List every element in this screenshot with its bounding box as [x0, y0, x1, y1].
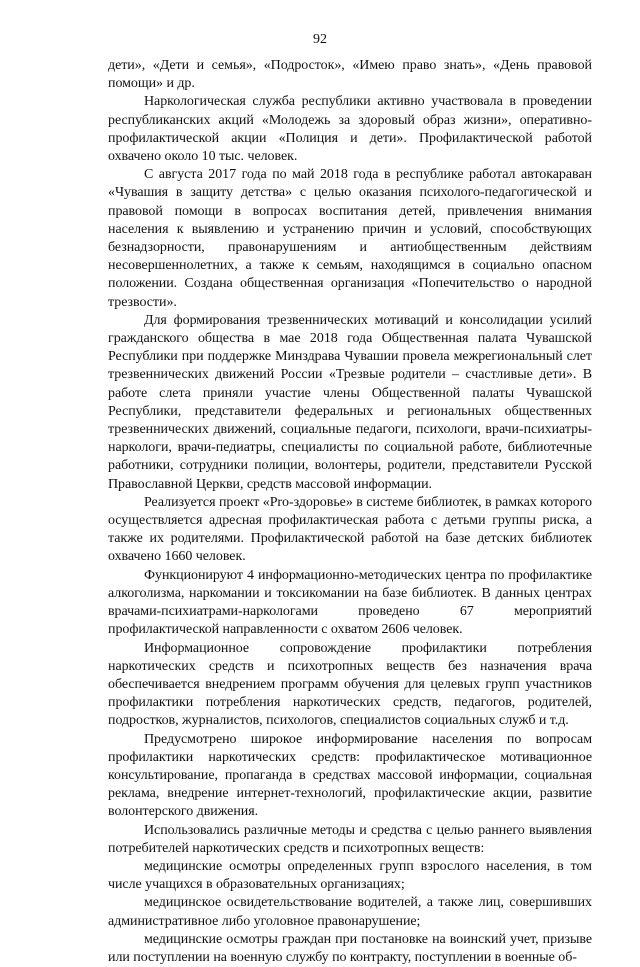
body-text	[108, 57, 592, 967]
paragraph: Для формирования трезвеннических мотиваций и консолидации усилий гражданского общества в мае 2018 года Общественная палата Чувашской Республики при поддержке Минздрава Чувашии провела межрегиональный слет трезвеннических движений России «Трезвые родители – счастливые дети». В работе слета приняли участие члены Общественной палаты Чувашской Республики, представители федеральных и региональных общественных трезвеннических движений, социальные педагоги, психологи, врачи-психиатры-наркологи, врачи-педиатры, специалисты по социальной работе, библиотечные работники, сотрудники полиции, волонтеры, родители, представители Русской Православной Церкви, средств массовой информации.	[108, 312, 592, 492]
paragraph: Использовались различные методы и средства с целью раннего выявления потребителей наркотических средств и психотропных веществ:	[108, 822, 592, 856]
paragraph: Информационное сопровождение профилактики потребления наркотических средств и психотропных веществ без назначения врача обеспечивается внедрением программ обучения для целевых групп участников профилактики потребления наркотических средств, педагогов, родителей, подростков, журналистов, психологов, специалистов социальных служб и т.д.	[108, 640, 592, 729]
paragraph: С августа 2017 года по май 2018 года в республике работал автокараван «Чувашия в защиту детства» с целью оказания психолого-педагогической и правовой помощи в вопросах воспитания детей, привлечения внимания населения к выявлению и устранению причин и условий, способствующих безнадзорности, правонарушениям и антиобщественным действиям несовершеннолетних, а также к семьям, находящимся в социально опасном положении. Создана общественная организация «Попечительство о народной трезвости».	[108, 167, 592, 310]
paragraph: Функционируют 4 информационно-методических центра по профилактике алкоголизма, наркомании и токсикомании на базе библиотек. В данных центрах врачами-психиатрами-наркологами проведено 67 мероприятий профилактической направленности с охватом 2606 человек.	[108, 567, 592, 638]
paragraph: Предусмотрено широкое информирование населения по вопросам профилактики наркотических средств: профилактическое мотивационное консультирование, пропаганда в средствах массовой информации, социальная реклама, внедрение интернет-технологий, профилактические акции, развитие волонтерского движения.	[108, 731, 592, 820]
paragraph: Реализуется проект «Pro-здоровье» в системе библиотек, в рамках которого осуществляется адресная профилактическая работа с детьми группы риска, а также их родителями. Профилактической работой на базе детских библиотек охвачено 1660 человек.	[108, 494, 592, 565]
paragraph-continuation: дети», «Дети и семья», «Подросток», «Имею право знать», «День правовой помощи» и др.	[108, 58, 592, 92]
page-number: 92	[313, 32, 327, 47]
paragraph: Наркологическая служба республики активно участвовала в проведении республиканских акций «Молодежь за здоровый образ жизни», оперативно-профилактической акции «Полиция и дети». Профилактической работой охвачено около 10 тыс. человек.	[108, 94, 592, 165]
list-item: медицинское освидетельствование водителей, а также лиц, совершивших административное либо уголовное правонарушение;	[108, 895, 592, 929]
list-item: медицинские осмотры граждан при постановке на воинский учет, призыве или поступлении на военную службу по контракту, поступлении в военные об-	[108, 931, 592, 965]
list-item: медицинские осмотры определенных групп взрослого населения, в том числе учащихся в образовательных организациях;	[108, 858, 592, 893]
